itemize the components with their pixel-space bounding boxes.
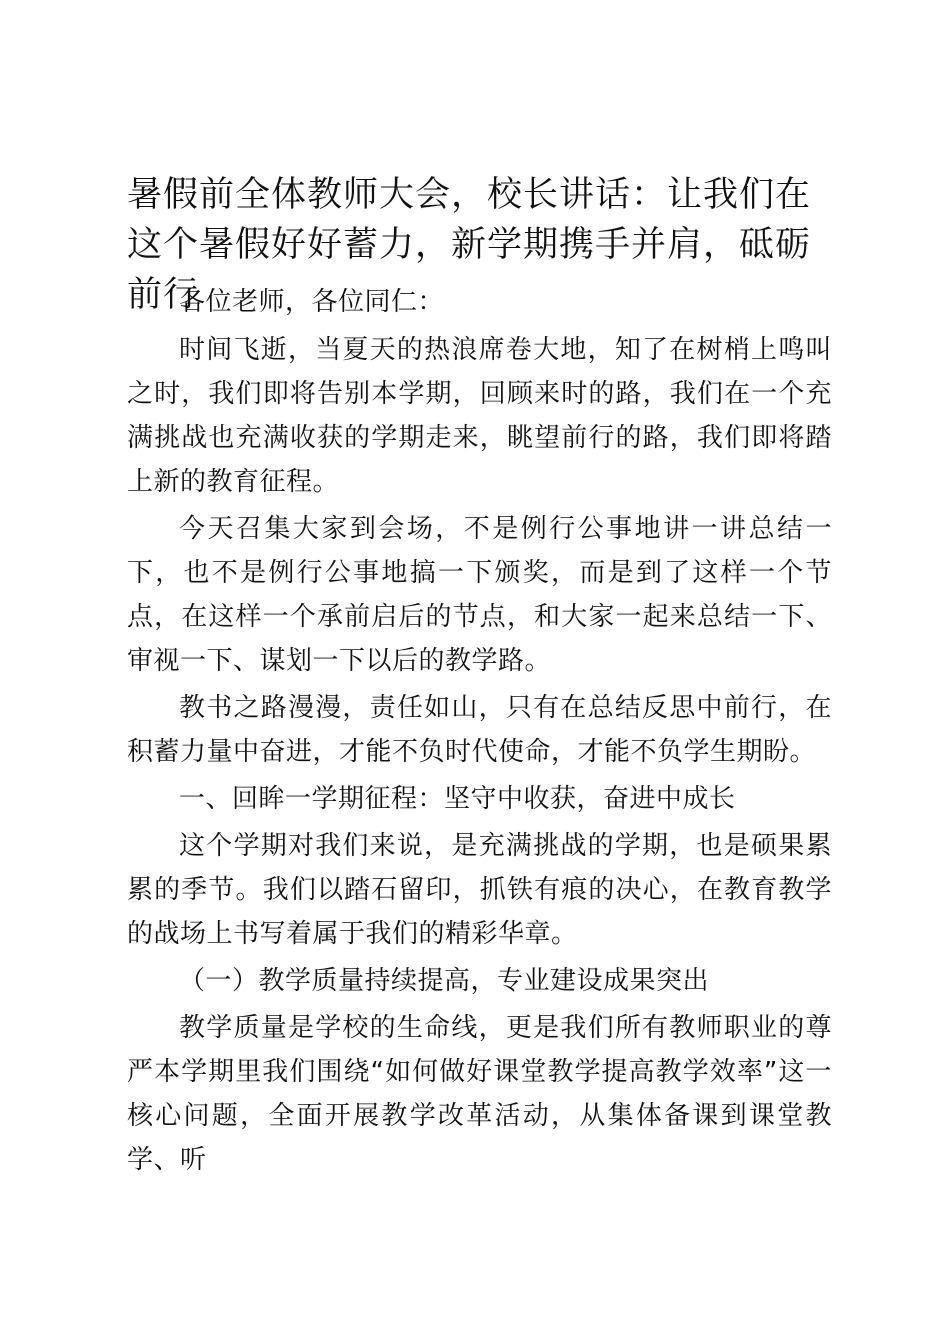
greeting: 各位老师，各位同仁： [179,287,445,317]
document-title: 暑假前全体教师大会，校长讲话：让我们在这个暑假好好蓄力，新学期携手并肩，砥砺前行 [127,175,812,315]
paragraph: 教书之路漫漫，责任如山，只有在总结反思中前行，在积蓄力量中奋进，才能不负时代使命，才能不负学生期盼。 [127,693,832,767]
document-body [127,280,832,1182]
subsection-heading: （一）教学质量持续提高，专业建设成果突出 [179,966,710,996]
paragraph: 今天召集大家到会场，不是例行公事地讲一讲总结一下，也不是例行公事地搞一下颁奖，而是到了这样一个节点，在这样一个承前启后的节点，和大家一起来总结一下、审视一下、谋划一下以后的教学路。 [127,514,832,676]
paragraph: 时间飞逝，当夏天的热浪席卷大地，知了在树梢上鸣叫之时，我们即将告别本学期，回顾来时的路，我们在一个充满挑战也充满收获的学期走来，眺望前行的路，我们即将踏上新的教育征程。 [127,335,832,497]
paragraph: 这个学期对我们来说，是充满挑战的学期，也是硕果累累的季节。我们以踏石留印，抓铁有痕的决心，在教育教学的战场上书写着属于我们的精彩华章。 [127,831,832,949]
section-heading: 一、回眸一学期征程：坚守中收获，奋进中成长 [179,784,736,814]
paragraph: 教学质量是学校的生命线，更是我们所有教师职业的尊严本学期里我们围绕“如何做好课堂教学提高教学效率”这一核心问题，全面开展教学改革活动，从集体备课到课堂教学、听 [127,1013,832,1175]
